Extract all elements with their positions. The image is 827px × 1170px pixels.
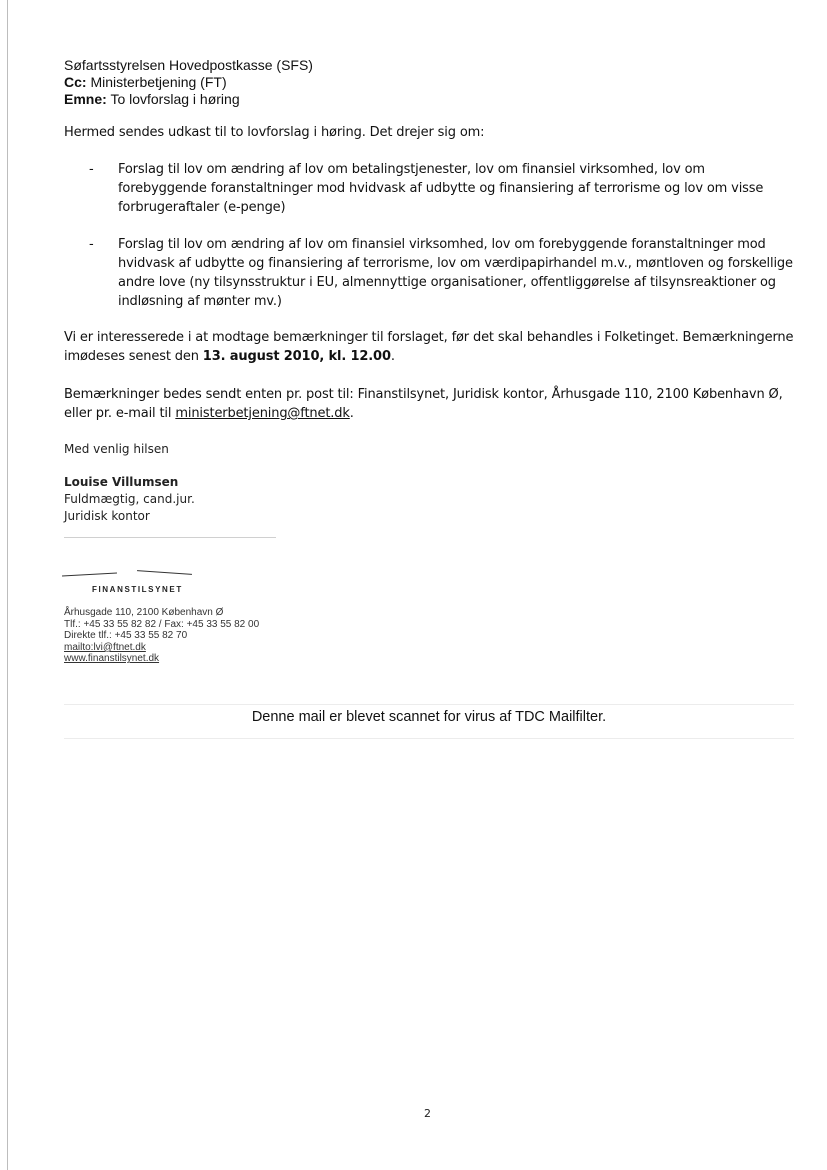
logo-text: FINANSTILSYNET [92, 585, 183, 594]
intro-paragraph: Hermed sendes udkast til to lovforslag i høring. Det drejer sig om: [64, 125, 485, 140]
cc-value: Ministerbetjening (FT) [90, 74, 227, 90]
signature-title: Fuldmægtig, cand.jur. [64, 492, 195, 506]
submission-text: Bemærkninger bedes sendt enten pr. post til: Finanstilsynet, Juridisk kontor, Århusgade 110, 2100 København Ø, eller pr. e-mail til [64, 387, 783, 421]
virus-scan-notice: Denne mail er blevet scannet for virus af TDC Mailfilter. [251, 709, 607, 725]
page-number: 2 [424, 1107, 431, 1120]
scan-divider-top [64, 704, 794, 705]
signature-name: Louise Villumsen [64, 475, 179, 489]
closing-greeting: Med venlig hilsen [64, 442, 169, 456]
submission-email-link[interactable]: ministerbetjening@ftnet.dk [175, 406, 350, 421]
deadline-date: 13. august 2010, kl. 12.00 [202, 349, 391, 364]
logo-stroke-right [137, 570, 192, 575]
cc-label: Cc: [64, 74, 87, 90]
contact-direct-phone: Direkte tlf.: +45 33 55 82 70 [64, 630, 188, 642]
signature-department: Juridisk kontor [64, 509, 150, 523]
list-item-text: Forslag til lov om ændring af lov om finansiel virksomhed, lov om forebyggende foranstaltninger mod hvidvask af udbytte og finansiering af terrorisme, lov om værdipapirhandel m.v., møntloven og forskellige andre love (ny tilsynsstruktur i EU, almennyttige organisationer, offentliggørelse af tilsynsreaktioner og indløsning af mønter mv.) [118, 237, 793, 309]
proposal-list [64, 160, 794, 329]
deadline-end: . [390, 349, 395, 364]
to-line: Søfartsstyrelsen Hovedpostkasse (SFS) [64, 57, 313, 73]
signature-divider [64, 537, 276, 538]
email-header [64, 57, 313, 108]
list-dash: - [89, 237, 94, 252]
contact-block [64, 607, 259, 665]
subject-label: Emne: [64, 91, 107, 107]
deadline-paragraph [64, 328, 794, 366]
signature-block [64, 474, 195, 525]
deadline-text: Vi er interesserede i at modtage bemærkninger til forslaget, før det skal behandles i Folketinget. Bemærkningerne imødeses senest den [64, 330, 794, 364]
contact-phone-fax: Tlf.: +45 33 55 82 82 / Fax: +45 33 55 82 00 [64, 618, 260, 630]
contact-address: Århusgade 110, 2100 København Ø [64, 607, 224, 618]
cc-line [64, 74, 313, 91]
list-item [64, 160, 794, 217]
submission-paragraph [64, 385, 794, 423]
contact-mailto-link[interactable]: mailto:lvi@ftnet.dk [64, 641, 146, 653]
page-edge-line [7, 0, 8, 1170]
list-item [64, 235, 794, 311]
contact-website-link[interactable]: www.finanstilsynet.dk [64, 653, 160, 665]
scan-divider-bottom [64, 738, 794, 739]
subject-line [64, 91, 313, 108]
subject-value: To lovforslag i høring [110, 91, 240, 107]
list-dash: - [89, 162, 94, 177]
submission-end: . [349, 406, 354, 421]
list-item-text: Forslag til lov om ændring af lov om betalingstjenester, lov om finansiel virksomhed, lov om forebyggende foranstaltninger mod hvidvask af udbytte og finansiering af terrorisme og lov om visse forbrugeraftaler (e-penge) [118, 162, 764, 215]
logo-stroke-left [62, 573, 117, 577]
